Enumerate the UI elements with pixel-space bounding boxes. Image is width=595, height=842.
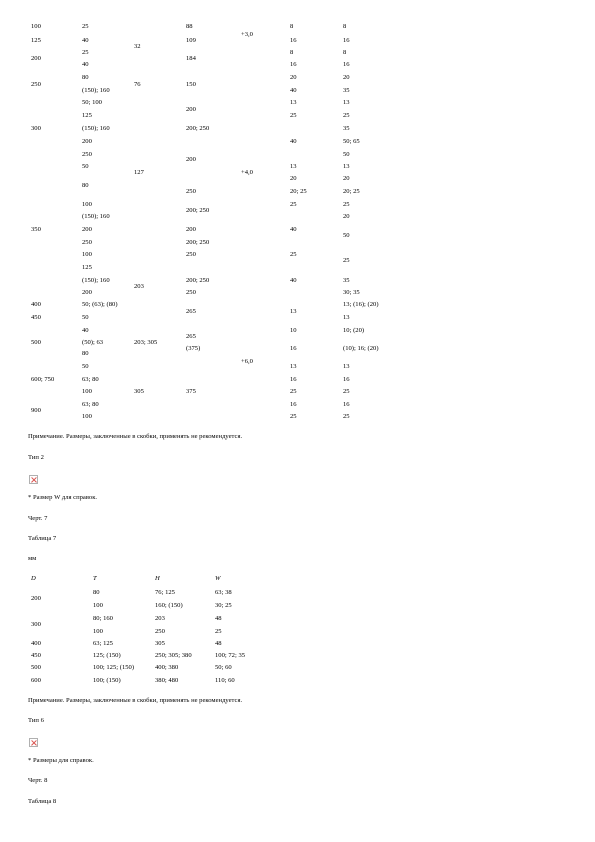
table-cell: 200: [82, 138, 92, 145]
table-cell: 250: [31, 81, 41, 88]
table-cell: 200; 250: [186, 207, 210, 214]
table-cell: 76: [134, 81, 141, 88]
table-cell: 63; 38: [215, 589, 232, 596]
figure-8-label: Черт. 8: [28, 777, 48, 784]
table-cell: 305: [134, 388, 144, 395]
table-cell: +6,0: [241, 358, 253, 365]
table-cell: 16: [290, 345, 297, 352]
table-cell: 200: [186, 226, 196, 233]
table-cell: 20: [290, 74, 297, 81]
table-cell: 20; 25: [343, 188, 360, 195]
table-cell: 8: [343, 49, 347, 56]
table-cell: 13; (16); (20): [343, 301, 379, 308]
table-cell: 305: [155, 640, 165, 647]
table-cell: 400: [31, 301, 41, 308]
table-cell: 200; 250: [186, 239, 210, 246]
table-cell: 150: [186, 81, 196, 88]
table-cell: 16: [343, 376, 350, 383]
table-cell: 13: [343, 99, 350, 106]
table-cell: 13: [343, 363, 350, 370]
table-cell: (10); 16; (20): [343, 345, 379, 352]
table-cell: 200: [31, 595, 41, 602]
table-cell: 40: [290, 87, 297, 94]
table-cell: 200: [31, 55, 41, 62]
image-caption: * Размеры для справок.: [28, 757, 94, 764]
table-cell: 200: [186, 156, 196, 163]
table-cell: 110; 60: [215, 677, 235, 684]
table-cell: 100; (150): [93, 677, 121, 684]
table-cell: 500: [31, 339, 41, 346]
image-caption: * Размер W для справок.: [28, 494, 98, 501]
table-cell: 16: [290, 61, 297, 68]
table-cell: 8: [343, 23, 347, 30]
table-cell: 400; 380: [155, 664, 179, 671]
table-cell: 184: [186, 55, 196, 62]
table-cell: 30; 35: [343, 289, 360, 296]
table-cell: 13: [343, 163, 350, 170]
table-cell: 375: [186, 388, 196, 395]
table-cell: 100: [31, 23, 41, 30]
table-cell: 600: [31, 677, 41, 684]
broken-image-icon: [29, 738, 38, 747]
table-cell: 25: [343, 388, 350, 395]
table-cell: 900: [31, 407, 41, 414]
table-cell: 450: [31, 314, 41, 321]
table-header-cell: D: [31, 575, 36, 582]
table-cell: 50: [343, 151, 350, 158]
table-cell: 250: [186, 289, 196, 296]
table-cell: 100: [93, 628, 103, 635]
table-cell: 50; 65: [343, 138, 360, 145]
table-cell: 20: [343, 175, 350, 182]
table-cell: (150); 160: [82, 87, 110, 94]
table-cell: 200; 250: [186, 277, 210, 284]
table-cell: 16: [343, 37, 350, 44]
table-cell: 50: [82, 363, 89, 370]
table-cell: 80: [82, 182, 89, 189]
table-cell: 40: [82, 37, 89, 44]
broken-image-icon: [29, 475, 38, 484]
table-cell: 200: [82, 289, 92, 296]
table-cell: 50: [82, 314, 89, 321]
table-cell: 13: [290, 99, 297, 106]
table-cell: 100: [82, 388, 92, 395]
table-cell: 10; (20): [343, 327, 365, 334]
table-cell: 80: [82, 350, 89, 357]
table-cell: 109: [186, 37, 196, 44]
table-cell: 25: [290, 251, 297, 258]
table-6-note: Примечание. Размеры, заключенные в скобки, применять не рекомендуется.: [28, 433, 243, 440]
table-cell: 40: [82, 61, 89, 68]
table-cell: 16: [343, 401, 350, 408]
table-cell: 20: [343, 213, 350, 220]
table-cell: 8: [290, 49, 294, 56]
table-cell: 250: [155, 628, 165, 635]
table-cell: 250: [82, 239, 92, 246]
table-cell: (150); 160: [82, 125, 110, 132]
table-cell: 127: [134, 169, 144, 176]
table-cell: 50; 60: [215, 664, 232, 671]
table-cell: 25: [290, 112, 297, 119]
table-cell: (150); 160: [82, 213, 110, 220]
table-cell: 13: [290, 363, 297, 370]
table-cell: 100; 125; (150): [93, 664, 135, 671]
table-cell: 300: [31, 621, 41, 628]
table-cell: 125: [82, 112, 92, 119]
table-cell: 32: [134, 43, 141, 50]
type-2-label: Тип 2: [28, 454, 44, 461]
table-cell: 50: [343, 232, 350, 239]
table-cell: 125: [31, 37, 41, 44]
table-header-cell: T: [93, 575, 97, 582]
table-cell: 100: [82, 201, 92, 208]
table-cell: +4,0: [241, 169, 253, 176]
table-cell: 80; 160: [93, 615, 113, 622]
table-cell: 203; 305: [134, 339, 158, 346]
table-cell: 20: [290, 175, 297, 182]
table-cell: 40: [290, 138, 297, 145]
table-cell: 40: [290, 277, 297, 284]
table-cell: 25: [290, 413, 297, 420]
table-cell: 25: [82, 49, 89, 56]
table-header-cell: W: [215, 575, 221, 582]
table-cell: 63; 80: [82, 376, 99, 383]
table-cell: 20; 25: [290, 188, 307, 195]
table-cell: 265: [186, 333, 196, 340]
table-cell: 48: [215, 615, 222, 622]
table-cell: (150); 160: [82, 277, 110, 284]
table-cell: 600; 750: [31, 376, 55, 383]
table-cell: +3,0: [241, 31, 253, 38]
table-cell: 25: [343, 201, 350, 208]
table-cell: 13: [343, 314, 350, 321]
table-cell: 50; 100: [82, 99, 102, 106]
table-cell: 200; 250: [186, 125, 210, 132]
table-7-title: Таблица 7: [28, 535, 57, 542]
table-cell: 100; 72; 35: [215, 652, 246, 659]
table-cell: 35: [343, 87, 350, 94]
table-cell: (50); 63: [82, 339, 104, 346]
figure-7-label: Черт. 7: [28, 515, 48, 522]
table-8-title: Таблица 8: [28, 798, 57, 805]
table-cell: 125; (150): [93, 652, 121, 659]
table-cell: 250; 305; 380: [155, 652, 192, 659]
table-cell: 25: [290, 201, 297, 208]
table-7-note: Примечание. Размеры, заключенные в скобки, применять не рекомендуется.: [28, 697, 243, 704]
table-cell: 88: [186, 23, 193, 30]
table-cell: 250: [82, 151, 92, 158]
table-cell: 40: [82, 327, 89, 334]
table-cell: 300: [31, 125, 41, 132]
table-cell: 100: [93, 602, 103, 609]
table-cell: 16: [290, 376, 297, 383]
table-cell: 203: [134, 283, 144, 290]
table-cell: 30; 25: [215, 602, 232, 609]
table-cell: 16: [290, 401, 297, 408]
table-cell: 125: [82, 264, 92, 271]
table-cell: 203: [155, 615, 165, 622]
table-cell: 48: [215, 640, 222, 647]
table-cell: (375): [186, 345, 201, 352]
table-cell: 350: [31, 226, 41, 233]
table-cell: 25: [82, 23, 89, 30]
table-cell: 200: [82, 226, 92, 233]
table-cell: 16: [343, 61, 350, 68]
table-cell: 25: [343, 413, 350, 420]
table-cell: 265: [186, 308, 196, 315]
table-cell: 80: [93, 589, 100, 596]
table-cell: 400: [31, 640, 41, 647]
table-cell: 76; 125: [155, 589, 175, 596]
table-cell: 25: [343, 112, 350, 119]
table-cell: 13: [290, 308, 297, 315]
table-cell: 50; (63); (80): [82, 301, 118, 308]
table-cell: 20: [343, 74, 350, 81]
table-cell: 380; 480: [155, 677, 179, 684]
table-cell: 80: [82, 74, 89, 81]
table-cell: 250: [186, 188, 196, 195]
table-cell: 35: [343, 277, 350, 284]
table-cell: 200: [186, 106, 196, 113]
table-header-cell: H: [155, 575, 160, 582]
table-cell: 250: [186, 251, 196, 258]
table-cell: 500: [31, 664, 41, 671]
table-cell: 25: [215, 628, 222, 635]
table-cell: 100: [82, 251, 92, 258]
units-label: мм: [28, 555, 37, 562]
table-cell: 63; 125: [93, 640, 113, 647]
table-cell: 13: [290, 163, 297, 170]
table-cell: 450: [31, 652, 41, 659]
table-cell: 16: [290, 37, 297, 44]
type-6-label: Тип 6: [28, 717, 44, 724]
table-cell: 25: [343, 257, 350, 264]
table-cell: 25: [290, 388, 297, 395]
table-cell: 100: [82, 413, 92, 420]
table-cell: 8: [290, 23, 294, 30]
table-cell: 50: [82, 163, 89, 170]
table-cell: 63; 80: [82, 401, 99, 408]
table-cell: 160; (150): [155, 602, 183, 609]
table-cell: 10: [290, 327, 297, 334]
table-cell: 40: [290, 226, 297, 233]
table-cell: 35: [343, 125, 350, 132]
